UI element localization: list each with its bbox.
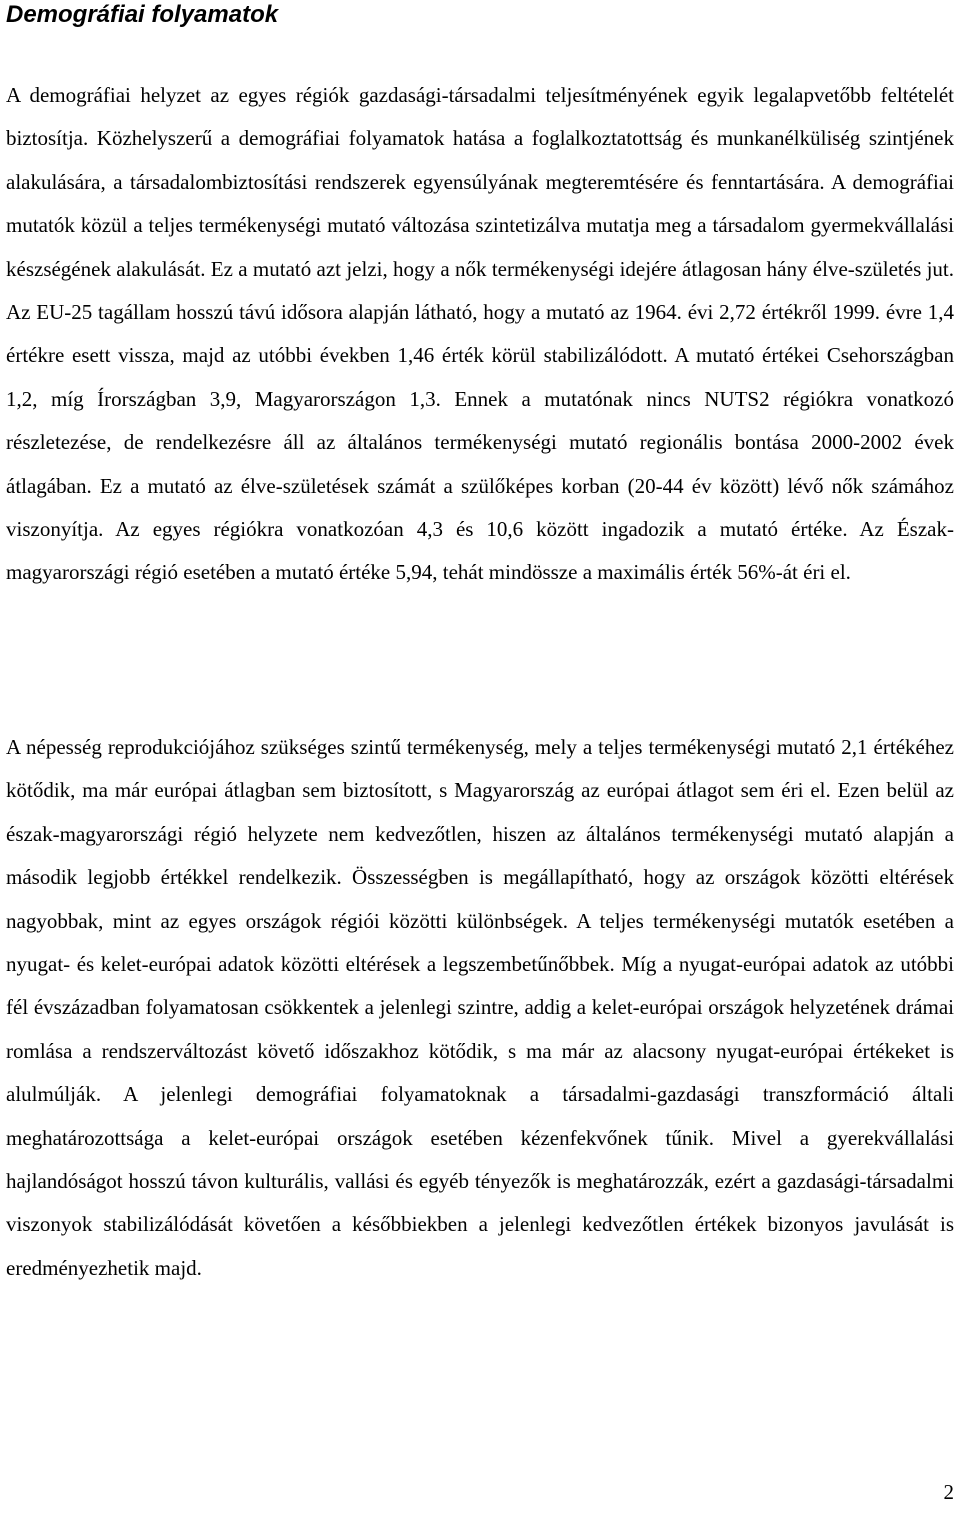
paragraph-fertility-comparison: A népesség reprodukciójához szükséges szintű termékenység, mely a teljes termékenységi mutató 2,1 értékéhez kötődik, ma már európai átlagban sem biztosított, s Magyarország az európai átlagot sem éri el. Ezen belül az észak-magyarországi régió helyzete nem kedvezőtlen, hiszen az általános termékenységi mutató alapján a második legjobb értékkel rendelkezik. Összességben is megállapítható, hogy az országok közötti eltérések nagyobbak, mint az egyes országok régiói közötti különbségek. A teljes termékenységi mutatók esetében a nyugat- és kelet-európai adatok közötti eltérések a legszembetűnőbbek. Míg a nyugat-európai adatok az utóbbi fél évszázadban folyamatosan csökkentek a jelenlegi szintre, addig a kelet-európai országok helyzetének drámai romlása a rendszerváltozást követő időszakhoz kötődik, s ma már az alacsony nyugat-európai értékeket is alulmúlják. A jelenlegi demográfiai folyamatoknak a társadalmi-gazdasági transzformáció általi meghatározottsága a kelet-európai országok esetében kézenfekvőnek tűnik. Mivel a gyerekvállalási hajlandóságot hosszú távon kulturális, vallási és egyéb tényezők is meghatározzák, ezért a gazdasági-társadalmi viszonyok stabilizálódását követően a későbbiekben a jelenlegi kedvezőtlen értékek bizonyos javulását is eredményezhetik majd. (6, 735, 954, 1280)
page-number: 2 (943, 1480, 954, 1504)
paragraph-fertility-intro: A demográfiai helyzet az egyes régiók gazdasági-társadalmi teljesítményének egyik legalapvetőbb feltételét biztosítja. Közhelyszerű a demográfiai folyamatok hatása a foglalkoztatottság és munkanélküliség szintjének alakulására, a társadalombiztosítási rendszerek egyensúlyának megteremtésére és fenntartására. A demográfiai mutatók közül a teljes termékenységi mutató változása szintetizálva mutatja meg a társadalom gyermekvállalási készségének alakulását. Ez a mutató azt jelzi, hogy a nők termékenységi idejére átlagosan hány élve-születés jut. Az EU-25 tagállam hosszú távú idősora alapján látható, hogy a mutató az 1964. évi 2,72 értékről 1999. évre 1,4 értékre esett vissza, majd az utóbbi években 1,46 érték körül stabilizálódott. A mutató értékei Csehországban 1,2, míg Írországban 3,9, Magyarországon 1,3. Ennek a mutatónak nincs NUTS2 régiókra vonatkozó részletezése, de rendelkezésre áll az általános termékenységi mutató regionális bontása 2000-2002 évek átlagában. Ez a mutató az élve-születések számát a szülőképes korban (20-44 év között) lévő nők számához viszonyítja. Az egyes régiókra vonatkozóan 4,3 és 10,6 között ingadozik a mutató értéke. Az Észak-magyarországi régió esetében a mutató értéke 5,94, tehát mindössze a maximális érték 56%-át éri el. (6, 83, 954, 585)
section-heading: Demográfiai folyamatok (6, 1, 279, 28)
